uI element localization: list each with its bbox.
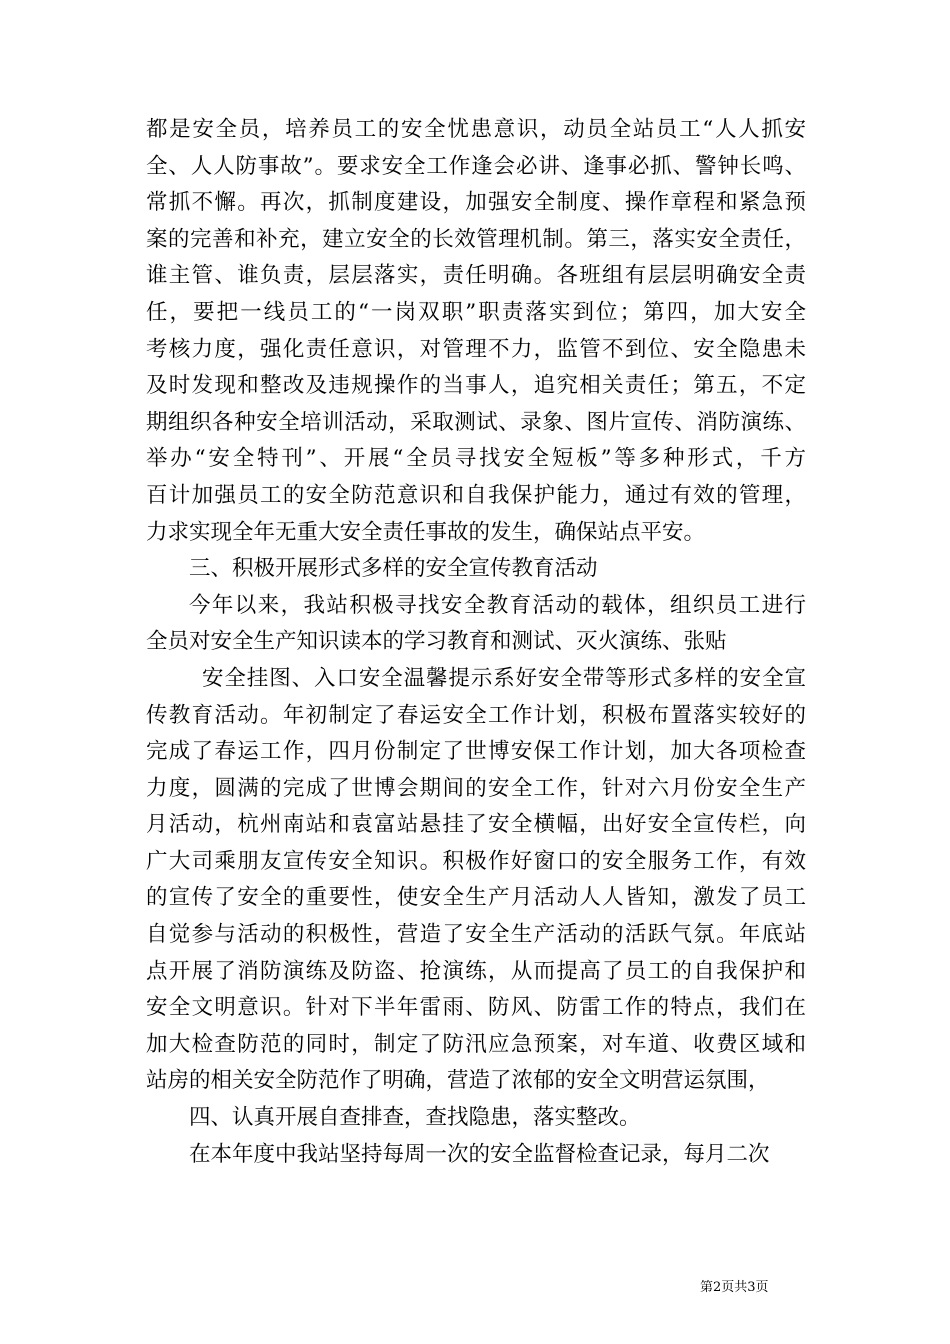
text-line: 案的完善和补充，建立安全的长效管理机制。第三，落实安全责任，: [146, 226, 806, 252]
text-line: 力度，圆满的完成了世博会期间的安全工作，针对六月份安全生产: [146, 775, 806, 801]
text-line: 站房的相关安全防范作了明确，营造了浓郁的安全文明营运氛围，: [146, 1068, 770, 1094]
text-line: 完成了春运工作，四月份制定了世博安保工作计划，加大各项检查: [146, 739, 806, 765]
text-line: 力求实现全年无重大安全责任事故的发生，确保站点平安。: [146, 519, 706, 545]
text-line: 期组织各种安全培训活动，采取测试、录象、图片宣传、消防演练、: [146, 409, 806, 435]
text-line: 及时发现和整改及违规操作的当事人，追究相关责任；第五，不定: [146, 373, 806, 399]
text-line: 全、人人防事故”。要求安全工作逢会必讲、逢事必抓、警钟长鸣、: [146, 153, 806, 179]
text-line: 在本年度中我站坚持每周一次的安全监督检查记录，每月二次: [189, 1141, 770, 1167]
text-line: 安全文明意识。针对下半年雷雨、防风、防雷工作的特点，我们在: [146, 995, 806, 1021]
text-line: 今年以来，我站积极寻找安全教育活动的载体，组织员工进行: [189, 592, 806, 618]
section-heading-4: 四、认真开展自查排查，查找隐患，落实整改。: [189, 1105, 641, 1131]
text-line: 谁主管、谁负责，层层落实，责任明确。各班组有层层明确安全责: [146, 263, 806, 289]
text-line: 传教育活动。年初制定了春运安全工作计划，积极布置落实较好的: [146, 702, 806, 728]
paragraph-publicity-detail: [146, 661, 806, 1100]
text-line: 都是安全员，培养员工的安全忧患意识，动员全站员工“人人抓安: [146, 117, 806, 142]
text-line: 举办“安全特刊”、开展“全员寻找安全短板”等多种形式，千方: [146, 446, 806, 472]
text-line: 加大检查防范的同时，制定了防汛应急预案，对车道、收费区域和: [146, 1031, 806, 1057]
text-line: 自觉参与活动的积极性，营造了安全生产活动的活跃气氛。年底站: [146, 922, 806, 948]
text-line: 百计加强员工的安全防范意识和自我保护能力，通过有效的管理，: [146, 482, 806, 508]
text-line: 常抓不懈。再次，抓制度建设，加强安全制度、操作章程和紧急预: [146, 190, 806, 216]
text-line: 任，要把一线员工的“一岗双职”职责落实到位；第四，加大安全: [146, 299, 806, 325]
text-line: 全员对安全生产知识读本的学习教育和测试、灭火演练、张贴: [146, 629, 727, 655]
paragraph-inspection: [146, 1137, 806, 1174]
text-line: 的宣传了安全的重要性，使安全生产月活动人人皆知，激发了员工: [146, 885, 806, 911]
document-body: [146, 112, 806, 1173]
text-line: 考核力度，强化责任意识，对管理不力，监管不到位、安全隐患未: [146, 336, 806, 362]
section-heading-3: 三、积极开展形式多样的安全宣传教育活动: [189, 556, 598, 582]
paragraph-publicity-intro: [146, 588, 806, 661]
text-line: 广大司乘朋友宣传安全知识。积极作好窗口的安全服务工作，有效: [146, 848, 806, 874]
text-line: 安全挂图、入口安全温馨提示系好安全带等形式多样的安全宣: [202, 665, 806, 691]
paragraph-safety-responsibility: [146, 112, 806, 551]
text-line: 月活动，杭州南站和袁富站悬挂了安全横幅，出好安全宣传栏，向: [146, 812, 806, 838]
page-number: 第2页共3页: [700, 1280, 769, 1295]
text-line: 点开展了消防演练及防盗、抢演练，从而提高了员工的自我保护和: [146, 958, 806, 984]
